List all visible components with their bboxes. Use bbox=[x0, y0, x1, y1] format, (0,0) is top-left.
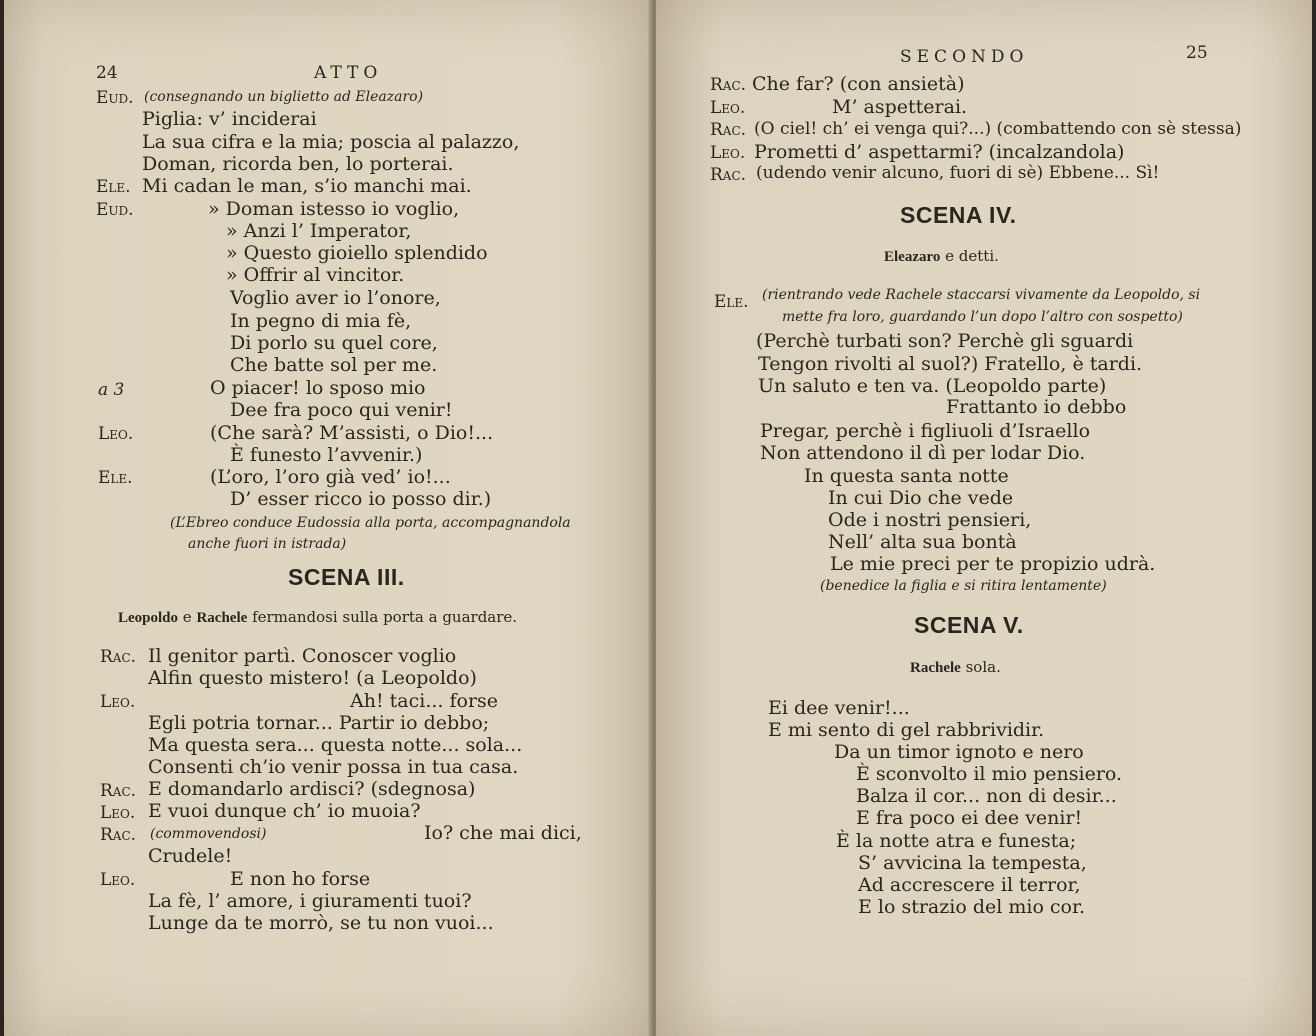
verse-line: S’ avvicina la tempesta, bbox=[858, 852, 1087, 874]
stage-direction: anche fuori in istrada) bbox=[188, 536, 347, 552]
verse-line: Pregar, perchè i figliuoli d’Israello bbox=[760, 420, 1091, 442]
verse-line: Consenti ch’io venir possa in tua casa. bbox=[148, 756, 519, 778]
verse-line: Ad accrescere il terror, bbox=[858, 874, 1081, 896]
scene-cast bbox=[910, 656, 1001, 679]
verse-line: (udendo venir alcuno, fuori di sè) Ebbene... Sì! bbox=[756, 163, 1160, 183]
verse-line: Voglio aver io l’onore, bbox=[230, 287, 441, 309]
verse-line: In cui Dio che vede bbox=[828, 487, 1014, 509]
speaker-label: a 3 bbox=[98, 380, 125, 400]
verse-line: Un saluto e ten va. (Leopoldo parte) bbox=[758, 375, 1107, 397]
verse-line: E mi sento di gel rabbrividir. bbox=[768, 719, 1045, 741]
speaker-label: Rac. bbox=[100, 825, 137, 845]
verse-line: Tengon rivolti al suol?) Fratello, è tardi. bbox=[758, 353, 1143, 375]
verse-line: (Perchè turbati son? Perchè gli sguardi bbox=[756, 330, 1134, 352]
scene-cast bbox=[884, 245, 999, 268]
verse-line: » Doman istesso io voglio, bbox=[208, 198, 460, 220]
verse-line: Nell’ alta sua bontà bbox=[828, 531, 1017, 553]
cast-name: Rachele bbox=[910, 660, 961, 676]
verse-line: » Offrir al vincitor. bbox=[226, 264, 405, 286]
verse-line: Io? che mai dici, bbox=[424, 822, 582, 844]
verse-line: Frattanto io debbo bbox=[946, 396, 1127, 418]
verse-line: Crudele! bbox=[148, 845, 233, 867]
verse-line: M’ aspetterai. bbox=[832, 96, 968, 118]
right-page bbox=[656, 0, 1312, 1036]
speaker-label: Leo. bbox=[98, 424, 134, 444]
verse-line: Di porlo su quel core, bbox=[230, 332, 438, 354]
verse-line: (L’oro, l’oro già ved’ io!... bbox=[210, 466, 451, 488]
speaker-label: Ele. bbox=[714, 292, 749, 312]
verse-line: (Che sarà? M’assisti, o Dio!... bbox=[210, 422, 494, 444]
speaker-label: Rac. bbox=[710, 75, 747, 95]
speaker-label: Rac. bbox=[710, 165, 747, 185]
verse-line: » Anzi l’ Imperator, bbox=[226, 220, 412, 242]
verse-line: Dee fra poco qui venir! bbox=[230, 399, 453, 421]
verse-line: Egli potria tornar... Partir io debbo; bbox=[148, 712, 490, 734]
running-head: SECONDO bbox=[900, 47, 1029, 67]
verse-line: E vuoi dunque ch’ io muoia? bbox=[148, 800, 421, 822]
speaker-label: Leo. bbox=[710, 143, 746, 163]
verse-line: In questa santa notte bbox=[804, 465, 1009, 487]
verse-line: » Questo gioiello splendido bbox=[226, 242, 488, 264]
verse-line: La sua cifra e la mia; poscia al palazzo, bbox=[142, 131, 520, 153]
verse-line: E domandarlo ardisci? (sdegnosa) bbox=[148, 778, 476, 800]
speaker-label: Rac. bbox=[100, 781, 137, 801]
verse-line: Da un timor ignoto e nero bbox=[834, 741, 1084, 763]
verse-line: Che far? (con ansietà) bbox=[752, 73, 965, 95]
verse-line: Che batte sol per me. bbox=[230, 354, 438, 376]
page-number: 25 bbox=[1186, 43, 1208, 63]
cast-note: e detti. bbox=[945, 247, 999, 265]
cast-note: sola. bbox=[965, 658, 1001, 676]
speaker-label: Rac. bbox=[100, 647, 137, 667]
cast-name: Rachele bbox=[196, 610, 248, 626]
verse-line: Ah! taci... forse bbox=[350, 690, 499, 712]
stage-direction: (rientrando vede Rachele staccarsi vivamente da Leopoldo, si bbox=[762, 287, 1201, 303]
cast-note: fermandosi sulla porta a guardare. bbox=[252, 608, 518, 626]
cast-name: Leopoldo bbox=[118, 610, 179, 626]
verse-line: Ma questa sera... questa notte... sola... bbox=[148, 734, 523, 756]
verse-line: Doman, ricorda ben, lo porterai. bbox=[142, 153, 454, 175]
speaker-label: Eud. bbox=[96, 88, 134, 108]
scene-title: SCENA IV. bbox=[900, 202, 1017, 228]
cast-joiner: e bbox=[182, 608, 192, 626]
speaker-label: Leo. bbox=[710, 98, 746, 118]
verse-line: E lo strazio del mio cor. bbox=[858, 896, 1086, 918]
verse-line: Balza il cor... non di desir... bbox=[856, 785, 1117, 807]
cast-name: Eleazaro bbox=[884, 249, 941, 265]
speaker-label: Ele. bbox=[98, 468, 133, 488]
verse-line: E fra poco ei dee venir! bbox=[856, 807, 1083, 829]
verse-line: La fè, l’ amore, i giuramenti tuoi? bbox=[148, 890, 472, 912]
speaker-label: Leo. bbox=[100, 803, 136, 823]
verse-line: È la notte atra e funesta; bbox=[836, 830, 1077, 852]
verse-line: D’ esser ricco io posso dir.) bbox=[230, 488, 492, 510]
scene-title: SCENA V. bbox=[914, 612, 1024, 638]
verse-line: È funesto l’avvenir.) bbox=[230, 444, 423, 466]
verse-line: Il genitor partì. Conoscer voglio bbox=[148, 645, 457, 667]
verse-line: È sconvolto il mio pensiero. bbox=[856, 763, 1123, 785]
verse-line: O piacer! lo sposo mio bbox=[210, 377, 426, 399]
stage-direction: (consegnando un biglietto ad Eleazaro) bbox=[144, 89, 424, 105]
stage-direction: mette fra loro, guardando l’un dopo l’altro con sospetto) bbox=[782, 309, 1183, 325]
verse-line: Non attendono il dì per lodar Dio. bbox=[760, 442, 1086, 464]
verse-line: Piglia: v’ inciderai bbox=[142, 108, 317, 130]
verse-line: Lunge da te morrò, se tu non vuoi... bbox=[148, 912, 494, 934]
scene-cast bbox=[118, 606, 517, 629]
verse-line: Le mie preci per te propizio udrà. bbox=[830, 553, 1156, 575]
verse-line: Alfin questo mistero! (a Leopoldo) bbox=[148, 667, 477, 689]
page-number: 24 bbox=[96, 63, 118, 83]
left-page bbox=[4, 0, 652, 1036]
stage-direction: (commovendosi) bbox=[150, 826, 267, 842]
speaker-label: Ele. bbox=[96, 177, 131, 197]
verse-line: Prometti d’ aspettarmi? (incalzandola) bbox=[754, 141, 1125, 163]
verse-line: (O ciel! ch’ ei venga qui?...) (combattendo con sè stessa) bbox=[754, 119, 1242, 139]
verse-line: In pegno di mia fè, bbox=[230, 310, 412, 332]
speaker-label: Leo. bbox=[100, 692, 136, 712]
running-head: ATTO bbox=[314, 63, 383, 83]
verse-line: Ei dee venir!... bbox=[768, 697, 910, 719]
speaker-label: Eud. bbox=[96, 200, 134, 220]
speaker-label: Rac. bbox=[710, 120, 747, 140]
scene-title: SCENA III. bbox=[288, 564, 405, 590]
verse-line: Ode i nostri pensieri, bbox=[828, 509, 1032, 531]
speaker-label: Leo. bbox=[100, 870, 136, 890]
verse-line: E non ho forse bbox=[230, 868, 371, 890]
stage-direction: (benedice la figlia e si ritira lentamente) bbox=[820, 578, 1107, 594]
verse-line: Mi cadan le man, s’io manchi mai. bbox=[142, 175, 472, 197]
stage-direction: (L’Ebreo conduce Eudossia alla porta, accompagnandola bbox=[170, 515, 571, 531]
